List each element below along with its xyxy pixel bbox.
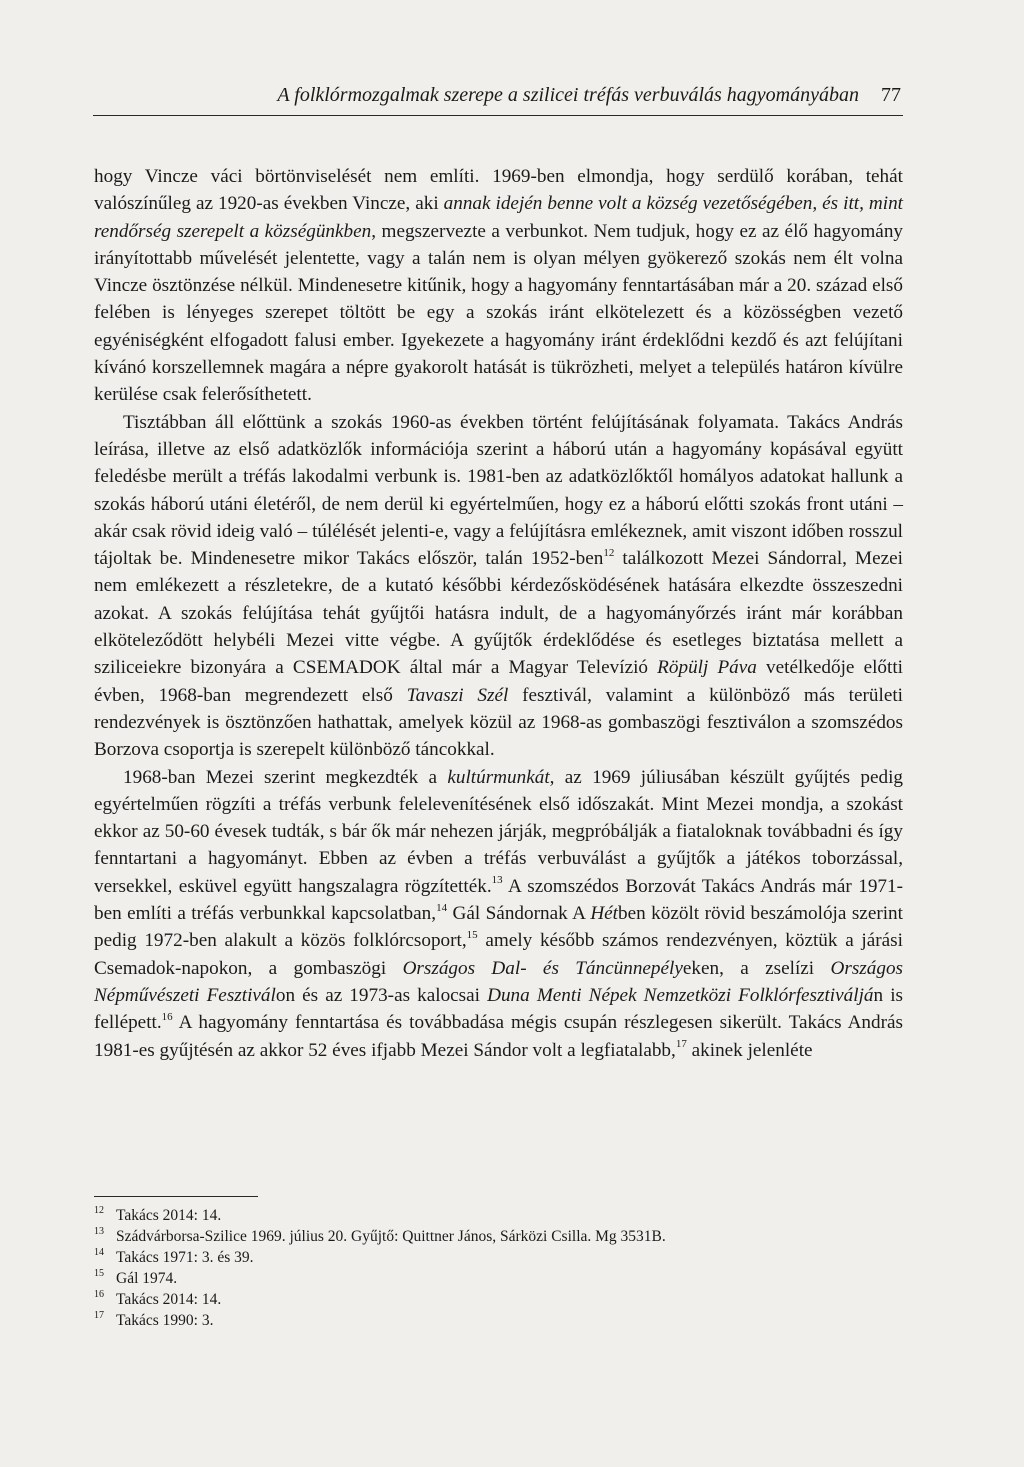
page-number: 77	[881, 84, 901, 106]
main-text	[94, 163, 903, 1064]
italic-title: Tavaszi Szél	[406, 684, 509, 706]
footnote	[94, 1247, 903, 1268]
footnote-ref-15[interactable]: 15	[466, 928, 478, 941]
footnote-mark: 15	[94, 1268, 104, 1279]
text-run: , az 1969 júliusában készült gyűjtés pedig egyértelműen rögzíti a tréfás verbunk felelevenítésének első időszakát. Mint Mezei mondja, a szokást ekkor az 50-60 évesek tudták, s bár ők már nehezen járják, megpróbálják a fiataloknak továbbadni és így fenntartani a hagyományt. Ebben az évben a tréfás verbuválást a gyűjtők a játékos toborzással, versekkel, esküvel együtt hangszalagra rögzítették.	[94, 766, 903, 897]
text-run: n is fellépett.	[94, 984, 903, 1034]
footnote-mark: 16	[94, 1289, 104, 1300]
italic-title: Duna Menti Népek Nemzetközi Folklórfesztiváljá	[487, 984, 874, 1006]
paragraph-1	[94, 163, 903, 409]
footnote-text: Takács 2014: 14.	[116, 1207, 222, 1224]
footnote-text: Takács 2014: 14.	[116, 1291, 222, 1308]
text-run: ben közölt rövid beszámolója szerint pedig 1972-ben alakult a közös folklórcsoport,	[94, 903, 903, 952]
running-header	[93, 84, 903, 116]
text-run: A szomszédos Borzovát Takács András már 1971-ben említi a tréfás verbunkkal kapcsolatban,	[94, 875, 903, 925]
italic-title: Röpülj Páva	[657, 657, 757, 679]
footnote	[94, 1268, 903, 1289]
text-run: amely később számos rendezvényen, köztük a járási Csemadok-napokon, a gombaszögi	[94, 930, 903, 979]
footnote-mark: 14	[94, 1247, 104, 1258]
italic-quote: annak idején benne volt a község vezetőségében, és itt, mint rendőrség szerepelt a községünkben	[94, 193, 903, 242]
text-run: találkozott Mezei Sándorral, Mezei nem emlékezett a részletekre, de a kutató későbbi kérdezősködésének hatására elkezdte összeszedni azokat. A szokás felújítása tehát gyűjtői hatásra indult, de a hagyományőrzés iránt már korábban elköteleződött helybéli Mezei vitte végbe. A gyűjtők érdeklődése és esetleges biztatása mellett a sziliceiekre bizonyára a CSEMADOK által már a Magyar Televízió	[94, 548, 904, 679]
paragraph-2	[94, 409, 903, 764]
paragraph-3	[94, 764, 903, 1064]
footnote	[94, 1289, 903, 1310]
text-run: fesztivál, valamint a különböző más területi rendezvények is ösztönzően hathattak, amelyek közül az 1968-as gombaszögi fesztiválon a szomszédos Borzova csoportja is szerepelt különböző táncokkal.	[94, 684, 903, 761]
footnote	[94, 1310, 903, 1331]
footnote-text: Szádvárborsa-Szilice 1969. július 20. Gyűjtő: Quittner János, Sárközi Csilla. Mg 3531B.	[116, 1228, 666, 1245]
running-title: A folklórmozgalmak szerepe a szilicei tréfás verbuválás hagyományában	[277, 84, 859, 106]
footnote-text: Takács 1990: 3.	[116, 1312, 214, 1329]
text-run: eken, a zselízi	[682, 957, 831, 979]
footnote-mark: 17	[94, 1310, 104, 1321]
footnote-ref-13[interactable]: 13	[491, 874, 503, 887]
text-run: 1968-ban Mezei szerint megkezdték a	[123, 766, 448, 788]
footnote-ref-17[interactable]: 17	[675, 1038, 687, 1051]
footnote-mark: 12	[94, 1205, 104, 1216]
italic-title: Országos Népművészeti Fesztivál	[94, 957, 904, 1006]
italic-term: kultúrmunkát	[447, 766, 550, 788]
footnote-ref-14[interactable]: 14	[436, 901, 448, 914]
footnote-text: Gál 1974.	[116, 1270, 178, 1287]
text-run: hogy Vincze váci börtönviselését nem említi. 1969-ben elmondja, hogy serdülő korában, tehát valószínűleg az 1920-as években Vincze, aki	[94, 166, 903, 215]
footnote-mark: 13	[94, 1226, 104, 1237]
italic-title: Hét	[590, 903, 619, 925]
italic-title: Országos Dal- és Táncünnepély	[402, 957, 683, 979]
text-run: Tisztábban áll előttünk a szokás 1960-as években történt felújításának folyamata. Takács András leírása, illetve az első adatközlők információja szerint a háború után a hagyomány kopásával együtt feledésbe merült a tréfás lakodalmi verbunk is. 1981-ben az adatközlőktől homályos adatokat hallunk a szokás háború utáni életéről, de nem derül ki egyértelműen, hogy ez a háború előtti szokás front utáni – akár csak rövid ideig való – túlélését jelenti-e, vagy a felújításra emlékeznek, amit viszont időben rosszul tájoltak be. Mindenesetre mikor Takács először, talán 1952-ben	[94, 411, 903, 570]
text-run: , megszervezte a verbunkot. Nem tudjuk, hogy ez az élő hagyomány irányítottabb művelését jelentette, vagy a talán nem is olyan mélyen gyökerező szokás nem élt volna Vincze ösztönzése nélkül. Mindenesetre kitűnik, hogy a hagyomány fenntartásában már a 20. század első felében is lényeges szerepet töltött be egy a szokás iránt elkötelezett és a közösségben vezető egyéniségként elfogadott falusi ember. Igyekezete a hagyomány iránt érdeklődni kezdő és azt felújítani kívánó korszellemnek magára a népre gyakorolt hatását is tükrözheti, melyet a település határon kívülre kerülése csak felerősíthetett.	[94, 220, 904, 406]
text-run: vetélkedője előtti évben, 1968-ban megrendezett első	[94, 657, 903, 706]
text-run: akinek jelenléte	[686, 1039, 813, 1061]
text-run: A hagyomány fenntartása és továbbadása mégis csupán részlegesen sikerült. Takács András 1981-es gyűjtésén az akkor 52 éves ifjabb Mezei Sándor volt a legfiatalabb,	[94, 1012, 903, 1061]
footnote-separator	[94, 1196, 258, 1197]
footnote-ref-12[interactable]: 12	[603, 546, 615, 559]
footnote	[94, 1226, 903, 1247]
footnote-ref-16[interactable]: 16	[161, 1010, 173, 1023]
text-run: Gál Sándornak A	[447, 903, 591, 925]
footnotes	[94, 1205, 903, 1331]
footnote	[94, 1205, 903, 1226]
footnote-text: Takács 1971: 3. és 39.	[116, 1249, 254, 1266]
text-run: on és az 1973-as kalocsai	[275, 984, 488, 1006]
